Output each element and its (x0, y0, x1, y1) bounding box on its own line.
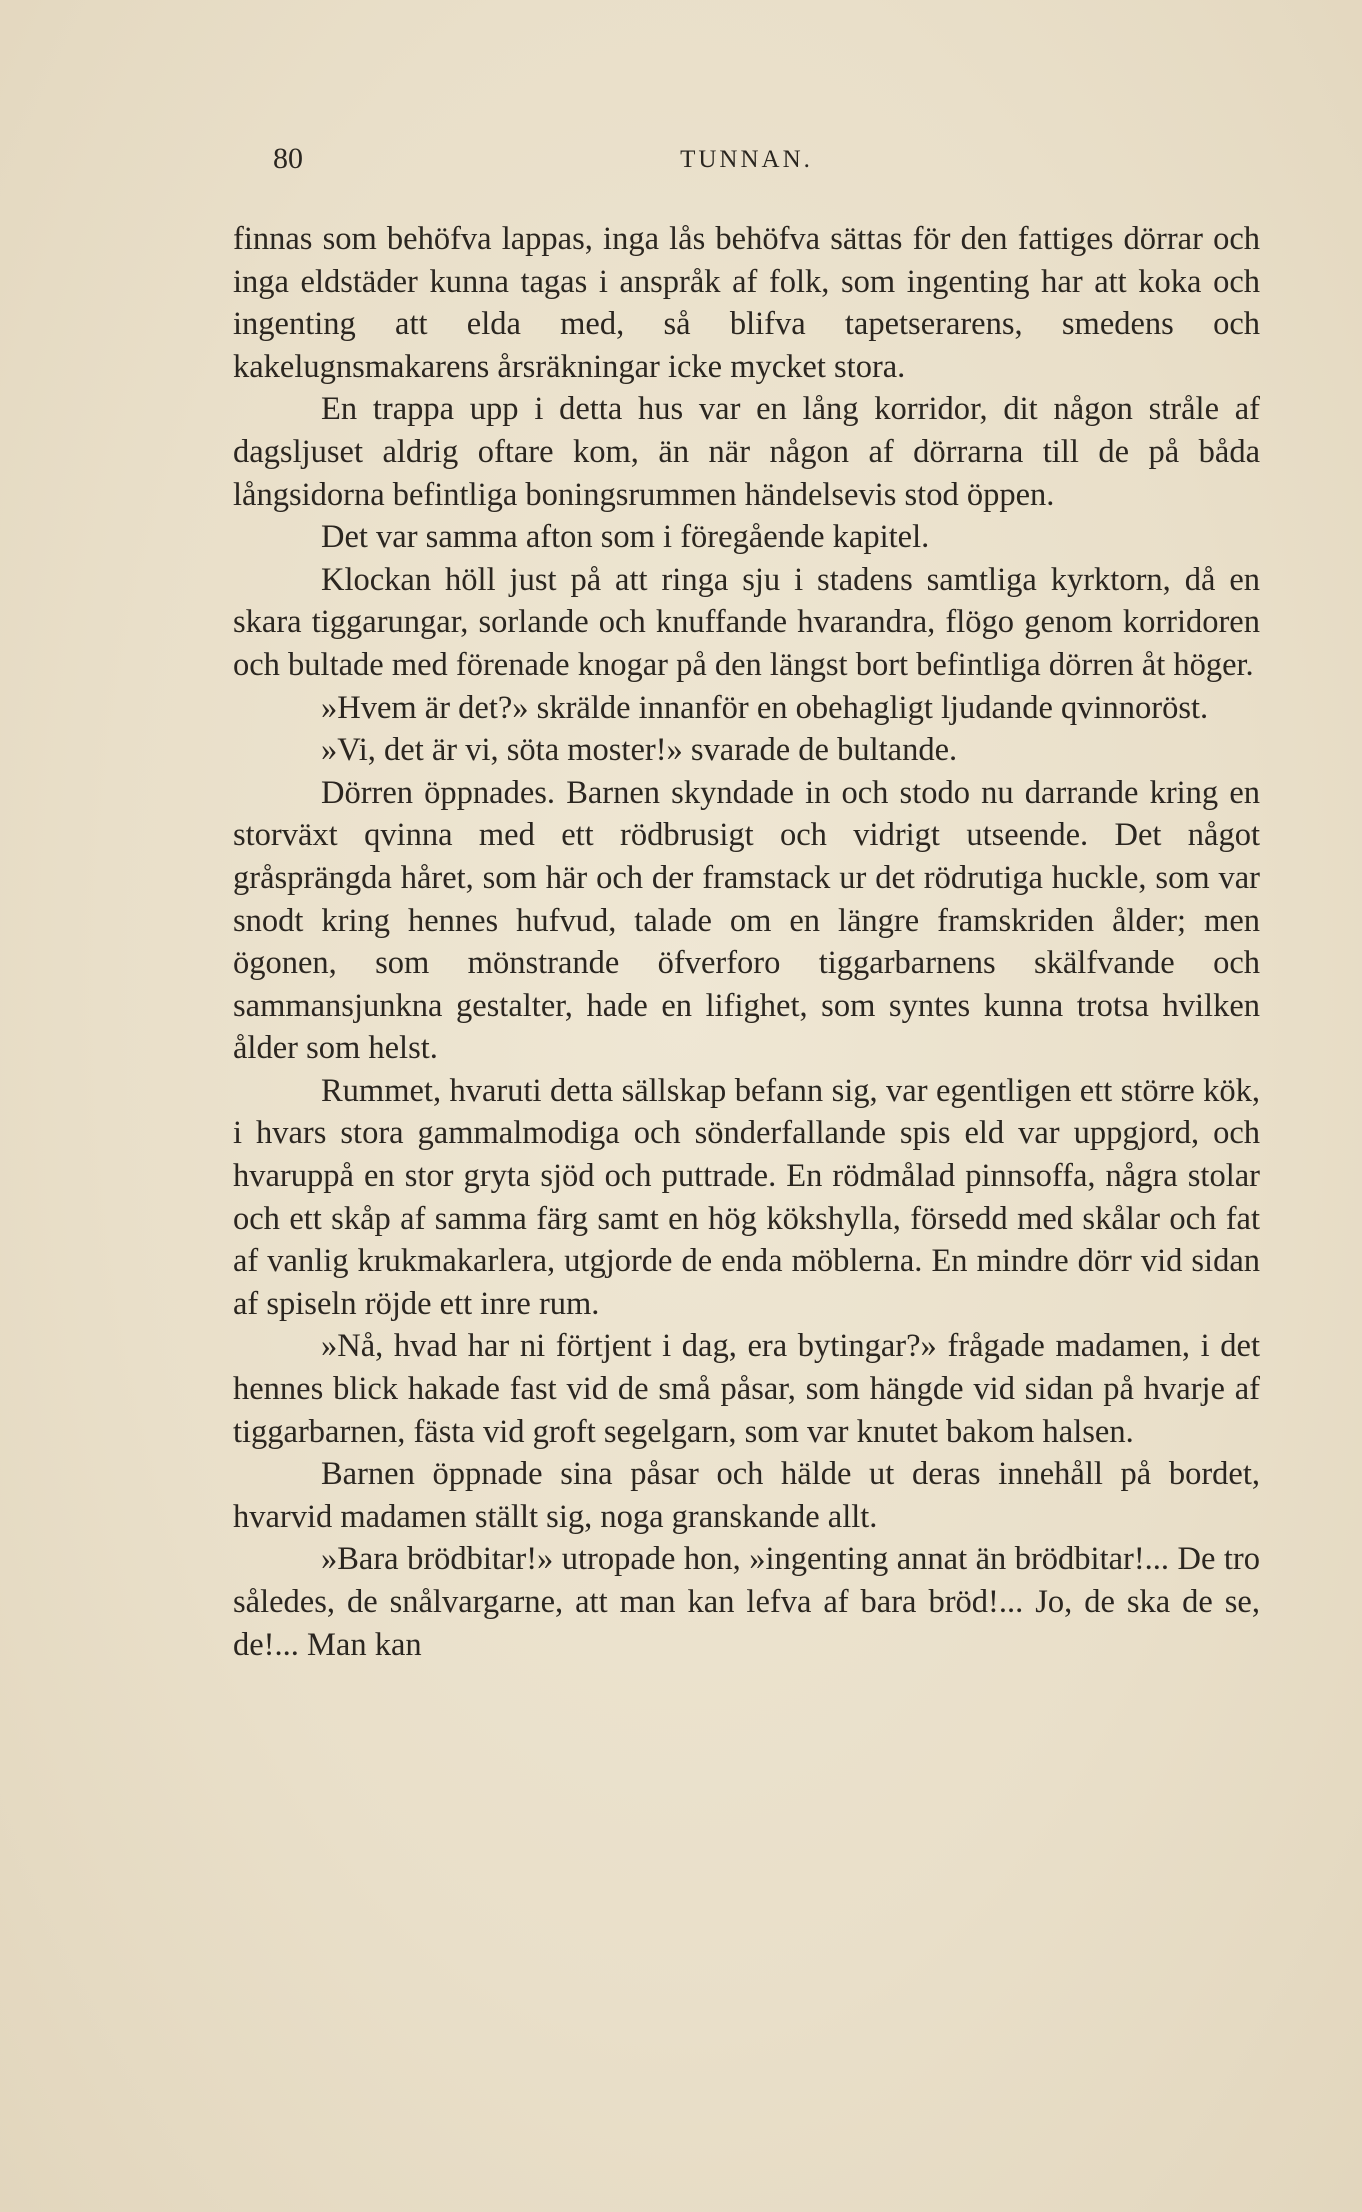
running-title: TUNNAN. (680, 146, 813, 173)
page-header (233, 142, 1260, 182)
paragraph: Det var samma afton som i föregående kapitel. (321, 519, 930, 556)
paragraph: »Hvem är det?» skrälde innanför en obehagligt ljudande qvinnoröst. (321, 689, 1209, 726)
paragraph: En trappa upp i detta hus var en lång korridor, dit någon stråle af dagsljuset aldrig oftare kom, än när någon af dörrarna till de på båda långsidorna befintliga boningsrummen händelsevis stod öppen. (233, 391, 1260, 513)
paragraph: Klockan höll just på att ringa sju i stadens samtliga kyrktorn, då en skara tiggarungar, sorlande och knuffande hvarandra, flögo genom korridoren och bultade med förenade knogar på den längst bort befintliga dörren åt höger. (233, 561, 1260, 683)
paragraph: »Vi, det är vi, söta moster!» svarade de bultande. (321, 732, 958, 769)
paragraph: »Nå, hvad har ni förtjent i dag, era bytingar?» frågade madamen, i det hennes blick hakade fast vid de små påsar, som hängde vid sidan på hvarje af tiggarbarnen, fästa vid groft segelgarn, som var knutet bakom halsen. (233, 1328, 1260, 1450)
paragraph: Barnen öppnade sina påsar och hälde ut deras innehåll på bordet, hvarvid madamen ställt sig, noga granskande allt. (233, 1456, 1260, 1535)
paragraph: finnas som behöfva lappas, inga lås behöfva sättas för den fattiges dörrar och inga eldstäder kunna tagas i anspråk af folk, som ingenting har att koka och ingenting att elda med, så blifva tapetserarens, smedens och kakelugnsmakarens årsräkningar icke mycket stora. (233, 221, 1260, 385)
paragraph: Dörren öppnades. Barnen skyndade in och stodo nu darrande kring en storväxt qvinna med ett rödbrusigt och vidrigt utseende. Det något gråsprängda håret, som här och der framstack ur det rödrutiga huckle, som var snodt kring hennes hufvud, talade om en längre framskriden ålder; men ögonen, som mönstrande öfverforo tiggarbarnens skälfvande och sammansjunkna gestalter, hade en lifighet, som syntes kunna trotsa hvilken ålder som helst. (233, 774, 1260, 1067)
body-text (233, 218, 1260, 1666)
page-number: 80 (273, 142, 303, 175)
paragraph: Rummet, hvaruti detta sällskap befann sig, var egentligen ett större kök, i hvars stora gammalmodiga och sönderfallande spis eld var uppgjord, och hvaruppå en stor gryta sjöd och puttrade. En rödmålad pinnsoffa, några stolar och ett skåp af samma färg samt en hög kökshylla, försedd med skålar och fat af vanlig krukmakarlera, utgjorde de enda möblerna. En mindre dörr vid sidan af spiseln röjde ett inre rum. (233, 1072, 1260, 1322)
paragraph: »Bara brödbitar!» utropade hon, »ingenting annat än brödbitar!... De tro således, de snålvargarne, att man kan lefva af bara bröd!... Jo, de ska de se, de!... Man kan (233, 1541, 1260, 1663)
